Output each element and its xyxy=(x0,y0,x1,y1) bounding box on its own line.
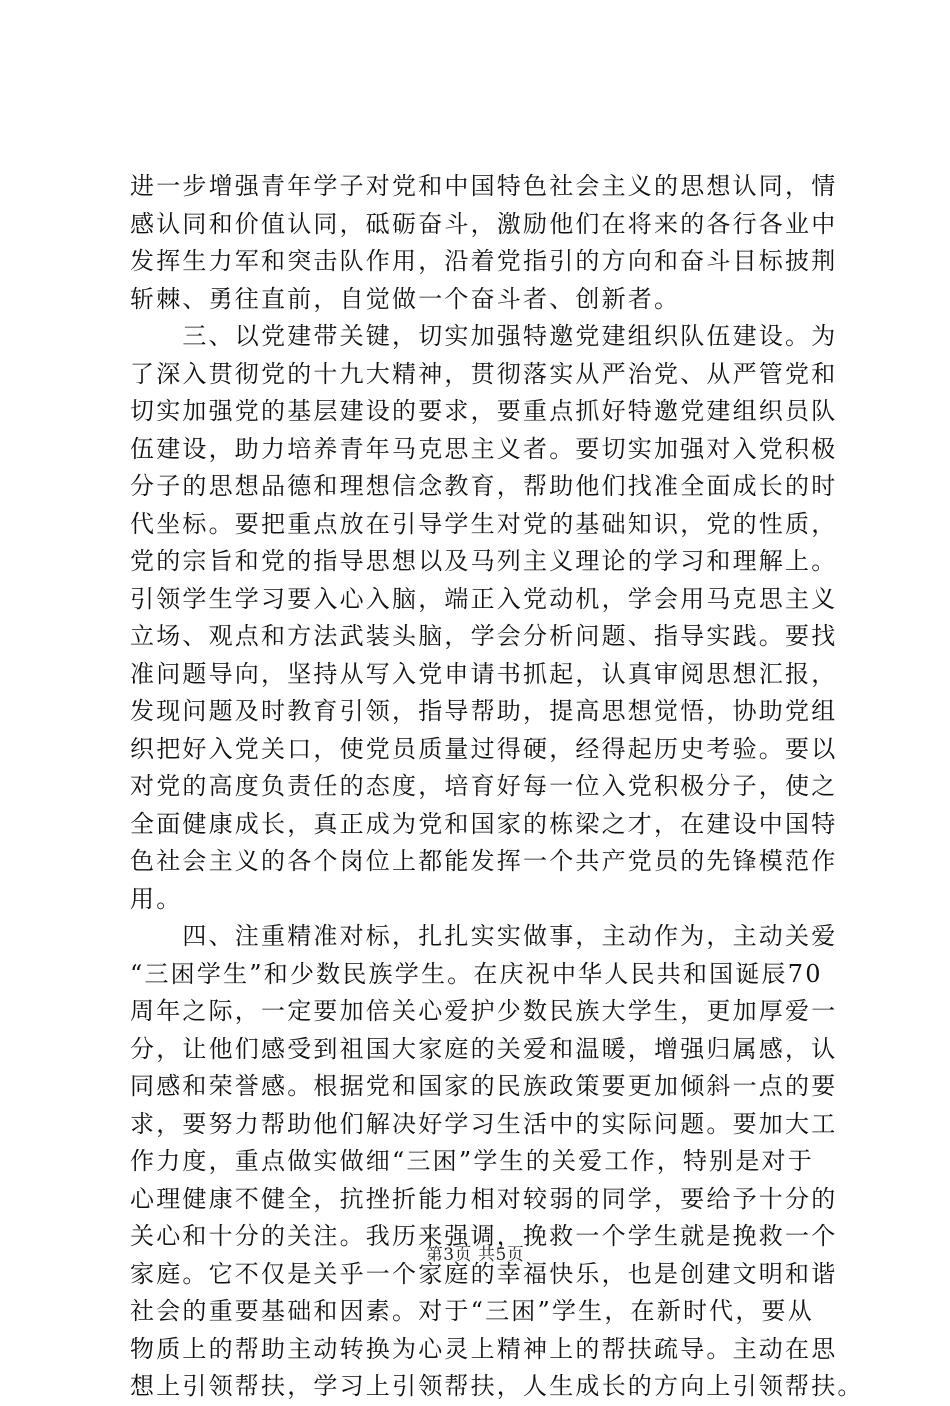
text-line: 分子的思想品德和理想信念教育，帮助他们找准全面成长的时 xyxy=(130,472,838,500)
text-line: 感认同和价值认同，砥砺奋斗，激励他们在将来的各行各业中 xyxy=(130,209,838,238)
text-line: 伍建设，助力培养青年马克思主义者。要切实加强对入党积极 xyxy=(130,434,838,463)
text-line: 斩棘、勇往直前，自觉做一个奋斗者、创新者。 xyxy=(130,284,681,313)
text-line: 切实加强党的基层建设的要求，要重点抓好特邀党建组织员队 xyxy=(130,397,838,425)
text-line: 党的宗旨和党的指导思想以及马列主义理论的学习和理解上。 xyxy=(130,547,838,575)
text-line: 织把好入党关口，使党员质量过得硬，经得起历史考验。要以 xyxy=(130,734,838,763)
text-line: 色社会主义的各个岗位上都能发挥一个共产党员的先锋模范作 xyxy=(130,847,838,875)
text-line: 三、以党建带关键，切实加强特邀党建组织队伍建设。为 xyxy=(130,322,838,350)
text-line: “三困学生”和少数民族学生。在庆祝中华人民共和国诞辰70 xyxy=(130,959,823,988)
document-body xyxy=(130,168,864,1406)
text-line: 全面健康成长，真正成为党和国家的栋梁之才，在建设中国特 xyxy=(130,809,838,838)
text-line: 立场、观点和方法武装头脑，学会分析问题、指导实践。要找 xyxy=(130,622,838,650)
text-line: 用。 xyxy=(130,884,183,913)
text-line: 准问题导向，坚持从写入党申请书抓起，认真审阅思想汇报， xyxy=(130,659,838,688)
text-line: 家庭。它不仅是关乎一个家庭的幸福快乐，也是创建文明和谐 xyxy=(130,1259,838,1288)
text-line: 四、注重精准对标，扎扎实实做事，主动作为，主动关爱 xyxy=(130,922,838,950)
text-line: 分，让他们感受到祖国大家庭的关爱和温暖，增强归属感，认 xyxy=(130,1034,838,1063)
text-line: 作力度，重点做实做细“三困”学生的关爱工作，特别是对于 xyxy=(130,1147,814,1175)
text-line: 关心和十分的关注。我历来强调，挽救一个学生就是挽救一个 xyxy=(130,1222,838,1250)
text-line: 想上引领帮扶，学习上引领帮扶，人生成长的方向上引领帮扶。 xyxy=(130,1372,864,1400)
page-footer: 第3页 共5页 xyxy=(425,1245,525,1265)
text-line: 周年之际，一定要加倍关心爱护少数民族大学生，更加厚爱一 xyxy=(130,997,838,1025)
text-line: 心理健康不健全，抗挫折能力相对较弱的同学，要给予十分的 xyxy=(130,1184,838,1213)
text-line: 进一步增强青年学子对党和中国特色社会主义的思想认同，情 xyxy=(130,172,838,200)
text-line: 代坐标。要把重点放在引导学生对党的基础知识，党的性质， xyxy=(130,509,838,538)
text-line: 引领学生学习要入心入脑，端正入党动机，学会用马克思主义 xyxy=(130,584,838,613)
text-line: 社会的重要基础和因素。对于“三困”学生，在新时代，要从 xyxy=(130,1297,814,1325)
text-line: 同感和荣誉感。根据党和国家的民族政策要更加倾斜一点的要 xyxy=(130,1072,838,1100)
text-line: 发现问题及时教育引领，指导帮助，提高思想觉悟，协助党组 xyxy=(130,697,838,725)
text-line: 发挥生力军和突击队作用，沿着党指引的方向和奋斗目标披荆 xyxy=(130,247,838,275)
text-line: 求，要努力帮助他们解决好学习生活中的实际问题。要加大工 xyxy=(130,1109,838,1138)
text-line: 物质上的帮助主动转换为心灵上精神上的帮扶疏导。主动在思 xyxy=(130,1334,838,1363)
text-line: 对党的高度负责任的态度，培育好每一位入党积极分子，使之 xyxy=(130,772,838,800)
text-line: 了深入贯彻党的十九大精神，贯彻落实从严治党、从严管党和 xyxy=(130,359,838,388)
